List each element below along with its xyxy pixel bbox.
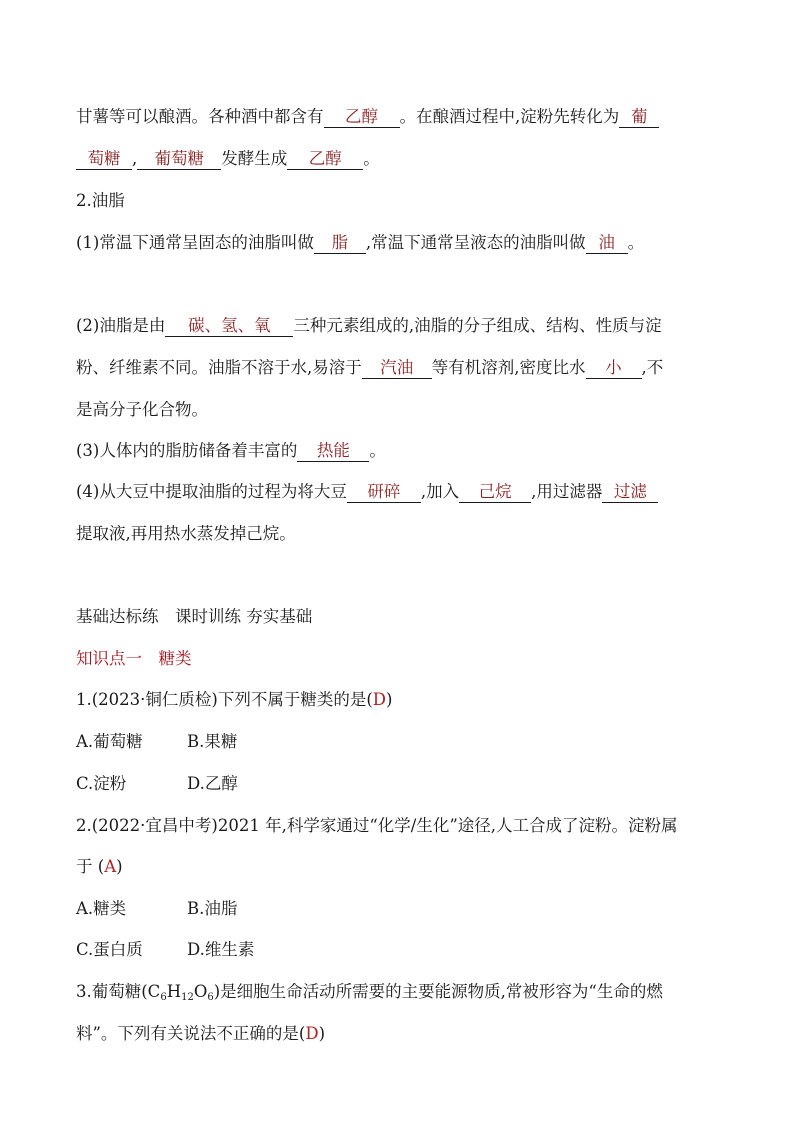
- answer-blank: 油: [586, 233, 628, 254]
- fats-item-4-line-1: [76, 481, 658, 503]
- option-c: C.淀粉: [76, 774, 127, 793]
- text: 。: [627, 233, 645, 252]
- text: ,: [132, 149, 138, 168]
- fats-heading: 2.油脂: [76, 191, 125, 210]
- q1-line-1: [76, 106, 659, 128]
- text: H: [166, 982, 182, 1001]
- text: (4)从大豆中提取油脂的过程为将大豆: [76, 482, 347, 501]
- subscript: 6: [160, 992, 167, 1003]
- text: )是细胞生命活动所需要的主要能源物质,常被形容为“生命的燃: [213, 982, 663, 1001]
- answer-blank: 脂: [314, 233, 366, 254]
- q1-line-2: [76, 148, 380, 170]
- answer-letter: A: [104, 857, 117, 876]
- option-c: C.蛋白质: [76, 940, 143, 959]
- text: ): [116, 857, 123, 876]
- text: 。: [369, 441, 386, 460]
- text: 粉、纤维素不同。油脂不溶于水,易溶于: [76, 358, 362, 377]
- option-a: A.糖类: [76, 899, 127, 918]
- text: ,常温下通常呈液态的油脂叫做: [365, 233, 586, 252]
- question-3-stem: [76, 981, 663, 1009]
- fats-item-4-line-2: 提取液,再用热水蒸发掉己烷。: [76, 524, 296, 543]
- text: 3.葡萄糖(C: [76, 982, 161, 1001]
- option-d: D.乙醇: [187, 774, 238, 793]
- text: ): [318, 1024, 326, 1043]
- text: 。: [363, 149, 380, 168]
- answer-blank: 乙醇: [287, 149, 363, 170]
- answer-blank: 乙醇: [324, 107, 400, 128]
- question-2-options-row-2: [76, 939, 254, 961]
- option-a: A.葡萄糖: [76, 732, 143, 751]
- section-title: 基础达标练 课时训练 夯实基础: [76, 607, 313, 626]
- answer-blank: 过滤: [602, 482, 658, 503]
- text: (1)常温下通常呈固态的油脂叫做: [76, 233, 314, 252]
- question-1-options-row-2: [76, 773, 238, 795]
- text: 等有机溶剂,密度比水: [431, 358, 586, 377]
- question-2-stem: 2.(2022·宜昌中考)2021 年,科学家通过“化学/生化”途径,人工合成了淀粉。淀粉属: [76, 816, 678, 835]
- text: O: [193, 982, 208, 1001]
- answer-blank: 葡萄糖: [137, 149, 221, 170]
- question-2-stem-cont: [76, 856, 123, 878]
- text: (3)人体内的脂肪储备着丰富的: [76, 441, 298, 460]
- text: 1.(2023·铜仁质检)下列不属于糖类的是(: [76, 690, 373, 709]
- text: 甘薯等可以酿酒。各种酒中都含有: [76, 107, 324, 126]
- answer-letter: D: [305, 1024, 319, 1043]
- text: 三种元素组成的,油脂的分子组成、结构、性质与淀: [293, 316, 662, 335]
- option-d: D.维生素: [187, 940, 255, 959]
- question-1-stem: [76, 689, 392, 711]
- question-2-options-row-1: [76, 898, 237, 920]
- answer-blank: 萄糖: [76, 149, 132, 170]
- fats-item-2-line-3: 是高分子化合物。: [76, 400, 208, 419]
- fats-item-1: [76, 232, 644, 254]
- answer-blank: 小: [586, 358, 642, 379]
- answer-blank: 己烷: [459, 482, 531, 503]
- answer-blank: 葡: [619, 107, 659, 128]
- text: ,加入: [420, 482, 460, 501]
- text: ,用过滤器: [531, 482, 603, 501]
- fats-item-2-line-2: [76, 357, 663, 379]
- question-1-options-row-1: [76, 731, 237, 753]
- text: 发酵生成: [221, 149, 288, 168]
- option-b: B.油脂: [187, 899, 238, 918]
- fats-item-2-line-1: [76, 315, 662, 337]
- knowledge-point-title: 知识点一 糖类: [76, 649, 192, 668]
- subscript: 12: [181, 992, 194, 1003]
- text: 料”。下列有关说法不正确的是(: [76, 1024, 306, 1043]
- answer-blank: 汽油: [362, 358, 432, 379]
- text: ): [386, 690, 393, 709]
- question-3-stem-cont: [76, 1023, 325, 1045]
- option-b: B.果糖: [187, 732, 238, 751]
- answer-blank: 研碎: [347, 482, 421, 503]
- answer-letter: D: [372, 690, 387, 709]
- subscript: 6: [207, 992, 214, 1003]
- text: 于 (: [76, 857, 105, 876]
- text: (2)油脂是由: [76, 316, 166, 335]
- answer-blank: 热能: [297, 441, 369, 462]
- text: ,不: [641, 358, 664, 377]
- text: 。在酿酒过程中,淀粉先转化为: [399, 107, 620, 126]
- fats-item-3: [76, 440, 386, 462]
- answer-blank: 碳、氢、氧: [165, 316, 293, 337]
